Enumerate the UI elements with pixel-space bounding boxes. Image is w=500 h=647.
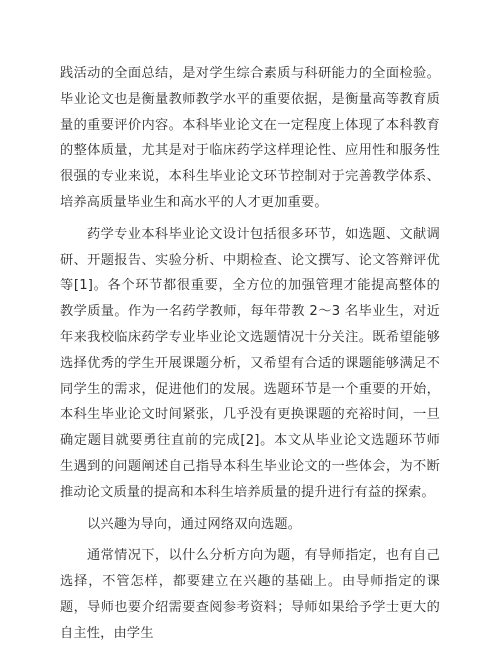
document-body — [60, 61, 440, 647]
paragraph-topic-selection: 通常情况下，以什么分析方向为题，有导师指定，也有自己选择，不管怎样，都要建立在兴趣的基础上。由导师指定的课题，导师也要介绍需要查阅参考资料；导师如果给予学士更大的自主性，由学生 — [60, 548, 440, 641]
section-heading-interest-selection: 以兴趣为导向，通过网络双向选题。 — [87, 516, 302, 532]
paragraph-thesis-stages: 药学专业本科毕业论文设计包括很多环节，如选题、文献调研、开题报告、实验分析、中期检查、论文撰写、论文答辩评优等[1]。各个环节都很重要，全方位的加强管理才能提高整体的教学质量。作为一名药学教师，每年带教 2～3 名毕业生，对近年来我校临床药学专业毕业论文选题情况十分关注。既希望能够选择优秀的学生开展课题分析，又希望有合适的课题能够满足不同学生的需求，促进他们的发展。选题环节是一个重要的开始，本科生毕业论文时间紧张，几乎没有更换课题的充裕时间，一旦确定题目就要勇往直前的完成[2]。本文从毕业论文选题环节师生遇到的问题阐述自己指导本科生毕业论文的一些体会，为不断推动论文质量的提高和本科生培养质量的提升进行有益的探索。 — [60, 226, 440, 500]
paragraph-continuation: 践活动的全面总结，是对学生综合素质与科研能力的全面检验。毕业论文也是衡量教师教学水平的重要依据，是衡量高等教育质量的重要评价内容。本科毕业论文在一定程度上体现了本科教育的整体质量，尤其是对于临床药学这样理论性、应用性和服务性很强的专业来说，本科生毕业论文环节控制对于完善教学体系、培养高质量毕业生和高水平的人才更加重要。 — [60, 66, 440, 210]
